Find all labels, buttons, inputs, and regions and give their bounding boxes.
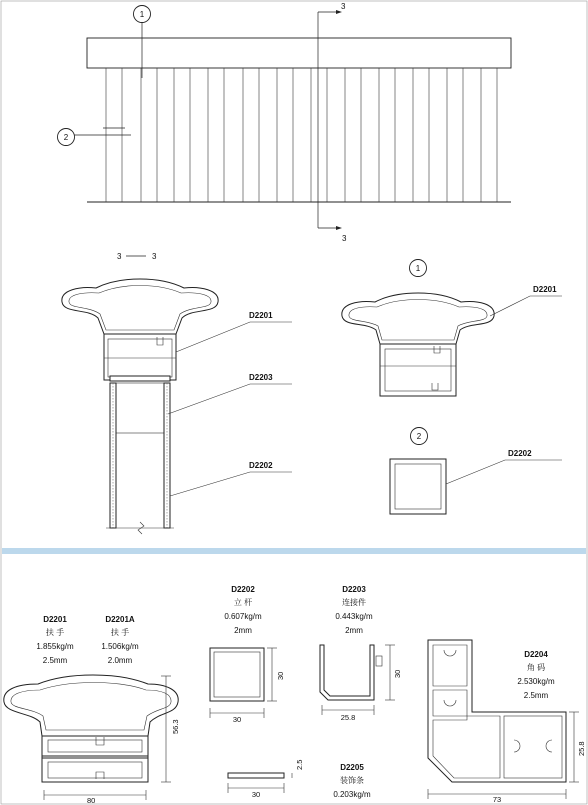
detail-2-tube-outer xyxy=(390,459,446,514)
detail-1-channel xyxy=(380,344,456,396)
callout-2-label: 2 xyxy=(63,133,69,142)
dim-d2201-height: 56.3 xyxy=(171,719,180,734)
spec-d2201-weight: 1.855kg/m xyxy=(36,642,74,651)
spec-d2201-name: 扶 手 xyxy=(45,628,65,637)
detail-1-label: 1 xyxy=(415,264,421,273)
profile-d2201-lower xyxy=(42,758,148,782)
section-label-d2202: D2202 xyxy=(249,461,273,470)
section-mark-bottom: 3 xyxy=(342,234,347,243)
spec-d2204-weight: 2.530kg/m xyxy=(517,677,555,686)
callout-1-label: 1 xyxy=(139,10,145,19)
spec-d2202-name: 立 杆 xyxy=(233,598,253,607)
dim-d2204-height: 25.8 xyxy=(577,741,586,756)
detail-2-code: D2202 xyxy=(508,449,532,458)
spec-d2201a-code: D2201A xyxy=(105,615,135,624)
spec-d2202-thickness: 2mm xyxy=(234,626,252,635)
spec-d2203-thickness: 2mm xyxy=(345,626,363,635)
section-divider xyxy=(2,548,586,554)
dim-d2203-width: 25.8 xyxy=(340,713,356,722)
spec-d2204-code: D2204 xyxy=(524,650,548,659)
dim-d2202-width: 30 xyxy=(232,715,242,724)
spec-d2205-name: 装饰条 xyxy=(340,776,364,785)
section-label-d2203: D2203 xyxy=(249,373,273,382)
spec-d2201a-thickness: 2.0mm xyxy=(107,656,133,665)
profile-d2202-outer xyxy=(210,648,264,701)
section-label-d2201: D2201 xyxy=(249,311,273,320)
section-title-left: 3 xyxy=(117,252,122,261)
profile-d2201-channel xyxy=(42,736,148,756)
spec-d2203-name: 连接件 xyxy=(342,598,366,607)
section-channel xyxy=(104,334,176,380)
spec-d2204-name: 角 码 xyxy=(526,663,546,672)
spec-d2202-code: D2202 xyxy=(231,585,255,594)
section-title-right: 3 xyxy=(152,252,157,261)
dim-d2202-height: 30 xyxy=(276,671,285,680)
spec-d2205-weight: 0.203kg/m xyxy=(333,790,371,799)
profile-d2205-strip xyxy=(228,773,284,778)
dim-d2204-width: 73 xyxy=(492,795,502,804)
detail-1-code: D2201 xyxy=(533,285,557,294)
detail-2-label: 2 xyxy=(416,432,422,441)
spec-d2201a-name: 扶 手 xyxy=(110,628,130,637)
spec-d2205-code: D2205 xyxy=(340,763,364,772)
spec-d2201a-weight: 1.506kg/m xyxy=(101,642,139,651)
spec-d2203-weight: 0.443kg/m xyxy=(335,612,373,621)
spec-d2203-code: D2203 xyxy=(342,585,366,594)
dim-d2205-height: 2.5 xyxy=(295,759,304,770)
dim-d2203-height: 30 xyxy=(393,669,402,678)
dim-d2201-width: 80 xyxy=(87,796,96,805)
dim-d2205-width: 30 xyxy=(251,790,261,799)
section-channel-lip xyxy=(110,376,170,381)
section-mark-top: 3 xyxy=(341,2,346,11)
spec-d2202-weight: 0.607kg/m xyxy=(224,612,262,621)
spec-d2201-code: D2201 xyxy=(43,615,67,624)
spec-d2201-thickness: 2.5mm xyxy=(42,656,68,665)
spec-d2204-thickness: 2.5mm xyxy=(523,691,549,700)
